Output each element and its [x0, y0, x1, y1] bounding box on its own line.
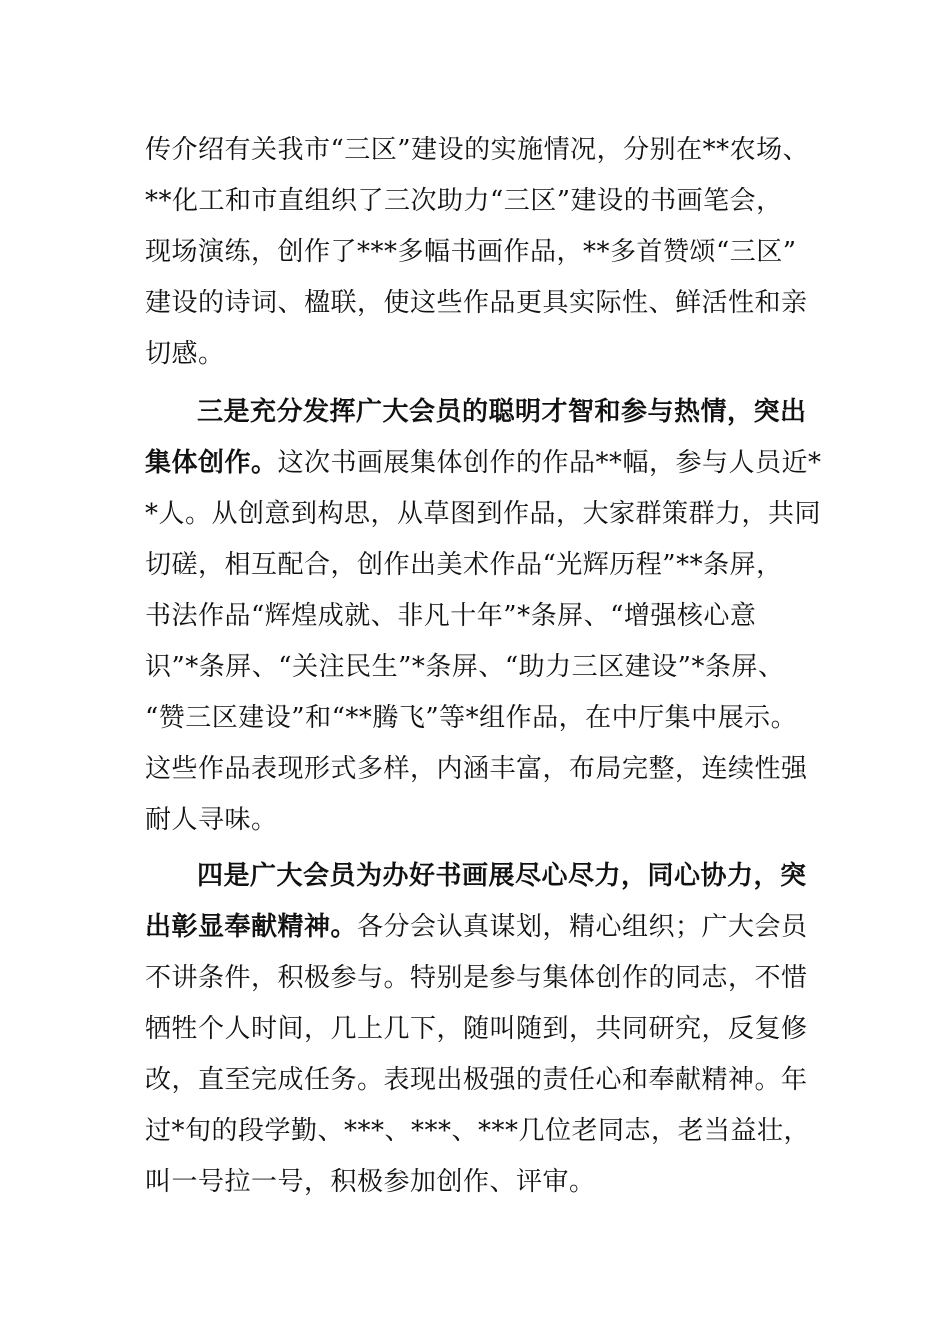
paragraph-3-line-5: 改，直至完成任务。表现出极强的责任心和奉献精神。年 — [145, 1065, 808, 1095]
paragraph-1-line-1: 传介绍有关我市“三区”建设的实施情况，分别在**农场、 — [145, 135, 810, 165]
paragraph-2-line-9: 耐人寻味。 — [145, 805, 278, 835]
paragraph-2-line-2-text: 这次书画展集体创作的作品**幅，参与人员近* — [277, 448, 822, 478]
paragraph-2-line-7: “赞三区建设”和“**腾飞”等*组作品，在中厅集中展示。 — [145, 703, 798, 733]
paragraph-3-line-2-text: 各分会认真谋划，精心组织；广大会员 — [357, 912, 808, 942]
paragraph-1-line-4: 建设的诗词、楹联，使这些作品更具实际性、鲜活性和亲 — [145, 288, 808, 318]
paragraph-2-line-5: 书法作品“辉煌成就、非凡十年”*条屏、“增强核心意 — [145, 601, 757, 631]
paragraph-3-line-3: 不讲条件，积极参与。特别是参与集体创作的同志，不惜 — [145, 963, 808, 993]
paragraph-2-line-2 — [145, 443, 845, 483]
paragraph-2-line-3: *人。从创意到构思，从草图到作品，大家群策群力，共同 — [145, 499, 822, 529]
paragraph-3-line-6: 过*旬的段学勤、***、***、***几位老同志，老当益壮， — [145, 1116, 811, 1146]
paragraph-2-line-6: 识”*条屏、“关注民生”*条屏、“助力三区建设”*条屏、 — [145, 652, 785, 682]
paragraph-2-line-4: 切磋，相互配合，创作出美术作品“光辉历程”**条屏， — [145, 550, 783, 580]
paragraph-3-line-7: 叫一号拉一号，积极参加创作、评审。 — [145, 1167, 596, 1197]
paragraph-2-line-8: 这些作品表现形式多样，内涵丰富，布局完整，连续性强 — [145, 754, 808, 784]
paragraph-1-line-3: 现场演练，创作了***多幅书画作品，**多首赞颂“三区” — [145, 237, 797, 267]
paragraph-3-line-4: 牺牲个人时间，几上几下，随叫随到，共同研究，反复修 — [145, 1014, 808, 1044]
paragraph-1-line-2: **化工和市直组织了三次助力“三区”建设的书画笔会， — [145, 186, 783, 216]
paragraph-3-heading: 四是广大会员为办好书画展尽心尽力，同心协力，突 — [197, 861, 807, 891]
paragraph-1-line-5: 切感。 — [145, 339, 225, 369]
paragraph-3-heading-end: 出彰显奉献精神。 — [145, 912, 358, 942]
paragraph-2-heading: 三是充分发挥广大会员的聪明才智和参与热情，突出 — [197, 397, 807, 427]
paragraph-2-heading-end: 集体创作。 — [145, 448, 278, 478]
paragraph-3-line-2 — [145, 907, 845, 947]
